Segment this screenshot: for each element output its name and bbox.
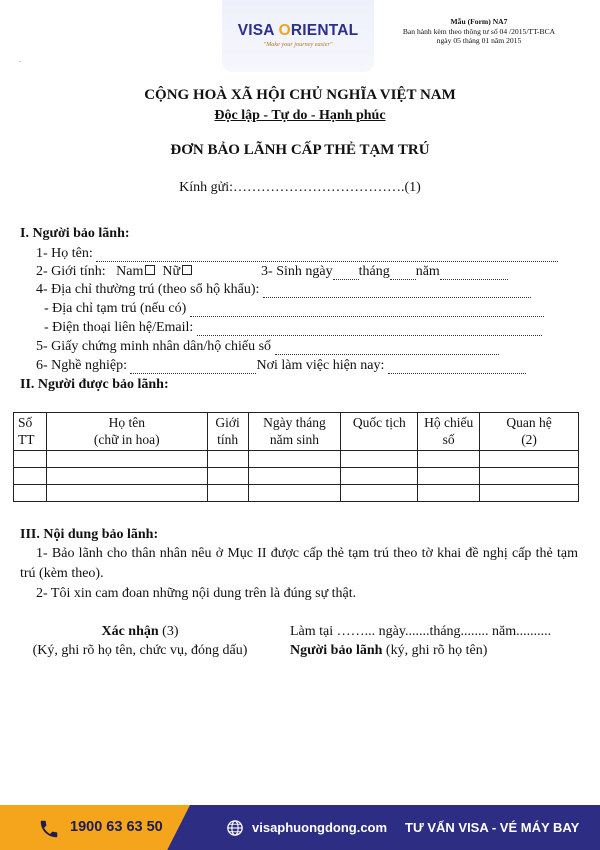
- footer-slogan: TƯ VẤN VISA - VÉ MÁY BAY: [405, 820, 580, 835]
- male-checkbox[interactable]: [145, 265, 155, 275]
- permanent-address-field[interactable]: 4- Địa chỉ thường trú (theo sổ hộ khẩu):: [36, 282, 575, 298]
- dot-mark: .: [19, 55, 21, 64]
- logo-brand: VISA ORIENTAL: [237, 22, 359, 39]
- document-title: ĐƠN BẢO LÃNH CẤP THẺ TẠM TRÚ: [170, 142, 430, 158]
- confirm-block: Xác nhận (3) (Ký, ghi rõ họ tên, chức vụ, đóng dấu): [10, 622, 270, 660]
- table-row[interactable]: [14, 468, 579, 485]
- col-header-dob: Ngày tháng năm sinh: [248, 413, 341, 451]
- guarantee-item-2: 2- Tôi xin cam đoan những nội dung trên là đúng sự thật.: [36, 586, 357, 601]
- section1-heading: I. Người bảo lãnh:: [20, 226, 130, 241]
- job-workplace-row: 6- Nghề nghiệp: Nơi làm việc hiện nay:: [36, 358, 575, 374]
- logo-tagline: "Make your journey easier": [263, 41, 333, 48]
- footer-phone[interactable]: 1900 63 63 50: [70, 819, 163, 835]
- birth-month-field[interactable]: [390, 269, 416, 280]
- form-meta: [380, 17, 578, 46]
- workplace-field[interactable]: [388, 363, 526, 374]
- globe-icon: [226, 819, 244, 837]
- col-header-gender: Giới tính: [207, 413, 248, 451]
- birth-year-field[interactable]: [440, 269, 508, 280]
- footer-website[interactable]: visaphuongdong.com: [252, 820, 388, 835]
- col-header-relation: Quan hệ (2): [480, 413, 579, 451]
- section2-heading: II. Người được bảo lãnh:: [20, 377, 169, 392]
- job-field[interactable]: [130, 363, 256, 374]
- form-decree: Ban hành kèm theo thông tư số 04 /2015/TT-BCA: [402, 26, 556, 36]
- confirm-note: (Ký, ghi rõ họ tên, chức vụ, đóng dấu): [32, 643, 248, 658]
- birth-day-field[interactable]: [333, 269, 359, 280]
- footer-bar: [0, 805, 600, 850]
- table-row[interactable]: [14, 485, 579, 502]
- female-checkbox[interactable]: [182, 265, 192, 275]
- nation-title: CỘNG HOÀ XÃ HỘI CHỦ NGHĨA VIỆT NAM: [144, 87, 456, 103]
- col-header-stt: Số TT: [14, 413, 47, 451]
- logo: [222, 0, 374, 72]
- table-header-row: [14, 413, 579, 451]
- section3-heading: III. Nội dung bảo lãnh:: [20, 527, 159, 542]
- greeting: Kính gửi:……………………………….(1): [179, 180, 421, 195]
- phone-icon: [38, 818, 60, 840]
- motto: Độc lập - Tự do - Hạnh phúc: [214, 108, 386, 123]
- phone-email-field[interactable]: - Điện thoại liên hệ/Email:: [44, 320, 575, 336]
- col-header-name: Họ tên (chữ in hoa): [46, 413, 207, 451]
- gender-birth-row: 2- Giới tính: Nam Nữ 3- Sinh ngày tháng năm: [36, 264, 575, 280]
- guarantor-block: Làm tại ……... ngày.......tháng........ năm.......... Người bảo lãnh (ký, ghi rõ họ tên): [290, 622, 590, 660]
- form-date: ngày 05 tháng 01 năm 2015: [436, 36, 522, 46]
- col-header-passport: Hộ chiếu số: [418, 413, 480, 451]
- name-field[interactable]: 1- Họ tên:: [36, 246, 575, 262]
- guest-table: [13, 412, 579, 502]
- temp-address-field[interactable]: - Địa chỉ tạm trú (nếu có): [44, 301, 575, 317]
- table-row[interactable]: [14, 451, 579, 468]
- place-date[interactable]: Làm tại ……... ngày.......tháng........ năm..........: [290, 624, 552, 639]
- form-code: Mẫu (Form) NA7: [450, 17, 508, 26]
- guarantee-item-1: 1- Bảo lãnh cho thân nhân nêu ở Mục II được cấp thẻ tạm trú theo tờ khai đề nghị cấp thẻ tạm trú (kèm theo).: [20, 546, 578, 581]
- col-header-nationality: Quốc tịch: [341, 413, 418, 451]
- id-number-field[interactable]: 5- Giấy chứng minh nhân dân/hộ chiếu số: [36, 339, 575, 355]
